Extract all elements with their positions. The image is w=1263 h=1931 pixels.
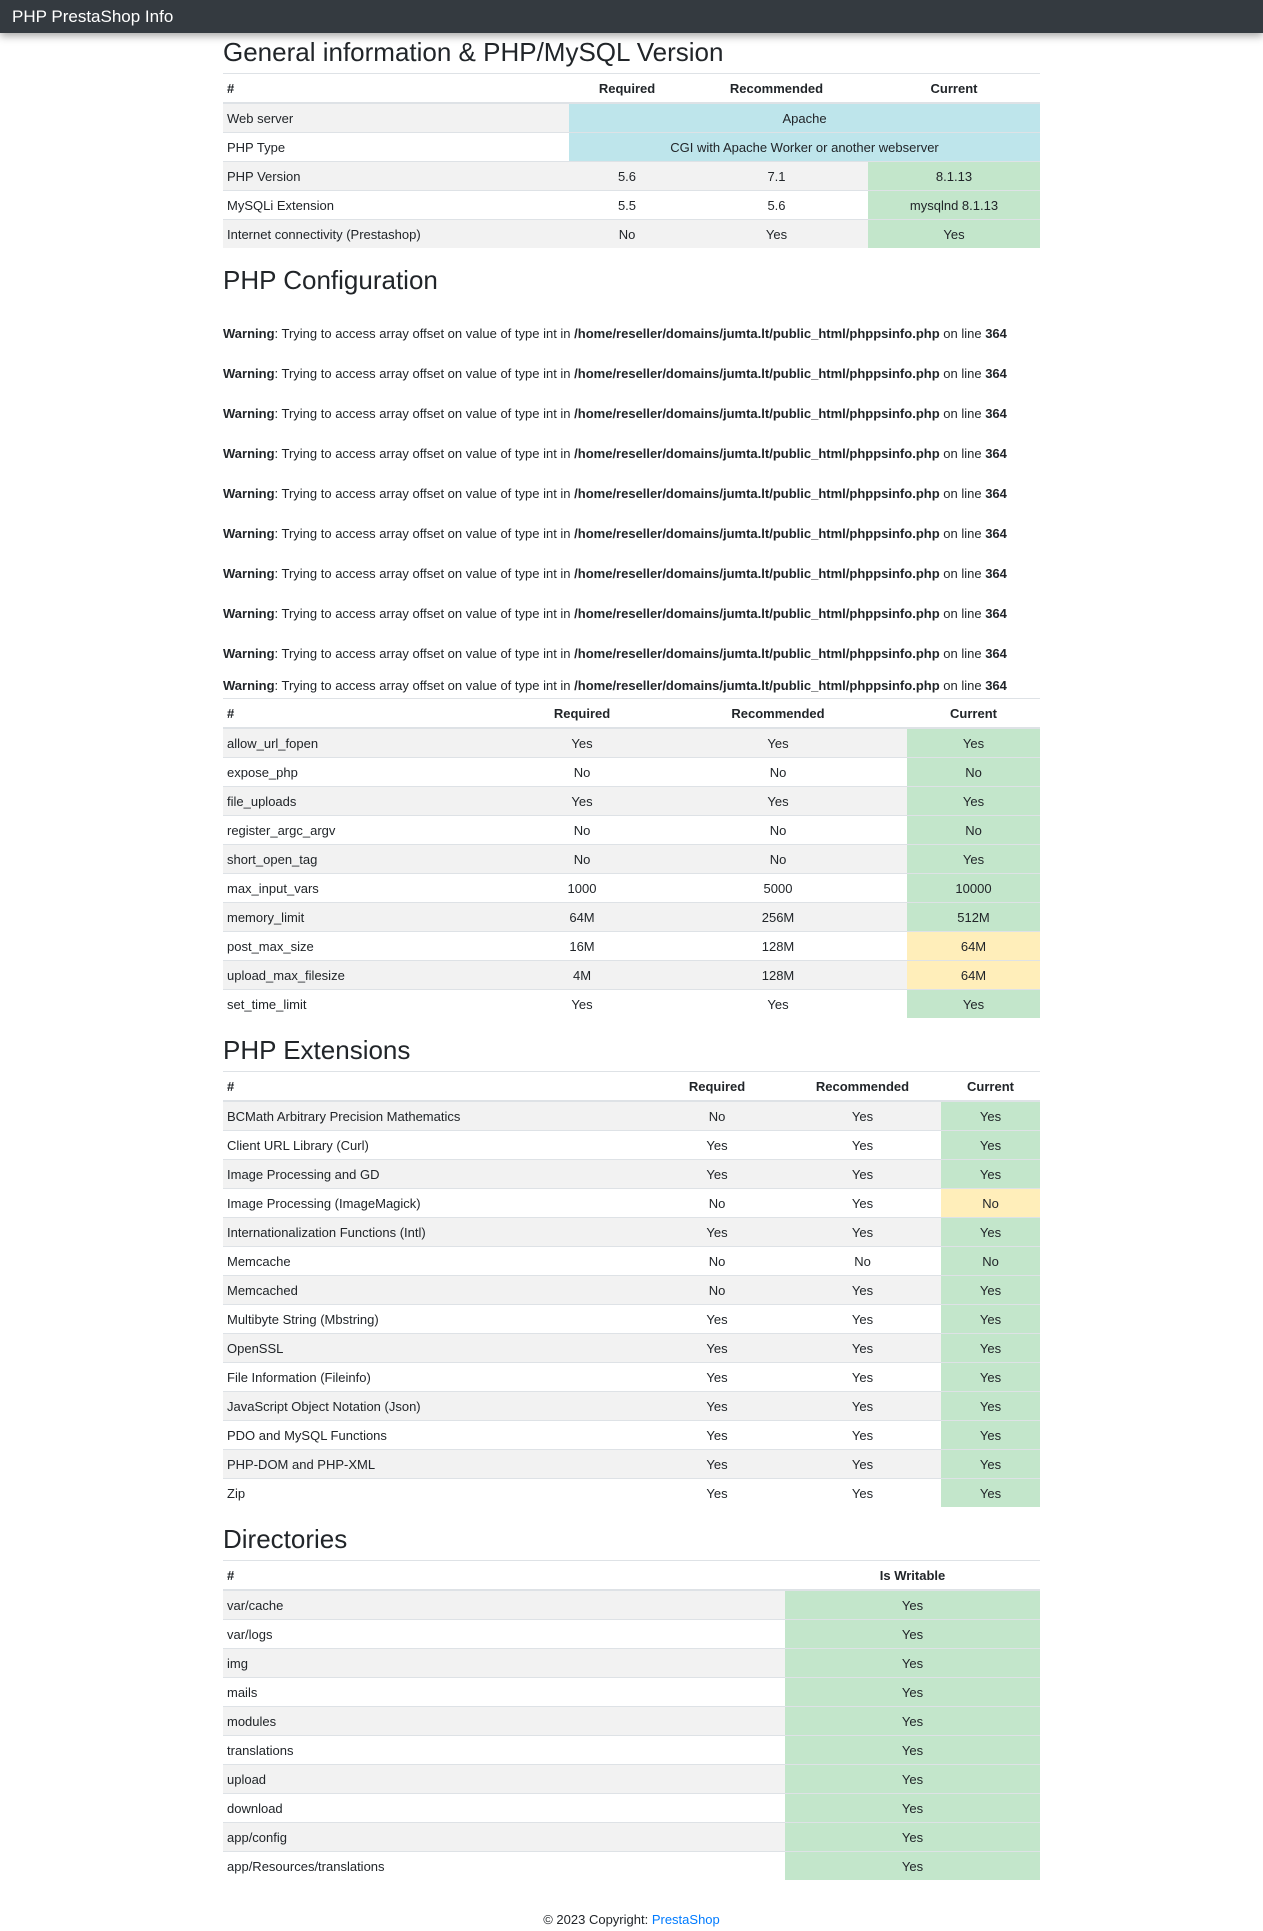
row-name: MySQLi Extension bbox=[223, 191, 569, 220]
row-required: Yes bbox=[650, 1363, 784, 1392]
row-current: Yes bbox=[941, 1392, 1040, 1421]
row-recommended: Yes bbox=[784, 1218, 941, 1247]
table-row bbox=[223, 1189, 1040, 1218]
php-warning-line bbox=[223, 314, 1040, 354]
row-current: No bbox=[907, 758, 1040, 787]
row-required: Yes bbox=[650, 1450, 784, 1479]
row-current: Yes bbox=[941, 1276, 1040, 1305]
php-warning-line bbox=[223, 554, 1040, 594]
row-name: File Information (Fileinfo) bbox=[223, 1363, 650, 1392]
directories-section-title: Directories bbox=[223, 1524, 348, 1554]
warning-on-line: on line bbox=[939, 678, 986, 693]
config-table bbox=[223, 698, 1040, 1018]
table-row bbox=[223, 1131, 1040, 1160]
row-recommended: Yes bbox=[649, 787, 907, 816]
row-required: No bbox=[650, 1247, 784, 1276]
row-recommended: No bbox=[784, 1247, 941, 1276]
main-container bbox=[223, 36, 1040, 1931]
row-recommended: Yes bbox=[784, 1479, 941, 1508]
col-header-current: Current bbox=[907, 699, 1040, 729]
col-header-name: # bbox=[223, 699, 515, 729]
warning-on-line: on line bbox=[939, 606, 986, 621]
col-header-recommended: Recommended bbox=[685, 74, 868, 104]
row-name: modules bbox=[223, 1707, 785, 1736]
warning-label: Warning bbox=[223, 406, 275, 421]
row-name: BCMath Arbitrary Precision Mathematics bbox=[223, 1101, 650, 1131]
table-row bbox=[223, 1678, 1040, 1707]
col-header-required: Required bbox=[650, 1072, 784, 1102]
table-row bbox=[223, 220, 1040, 249]
row-name: Memcached bbox=[223, 1276, 650, 1305]
config-header-row bbox=[223, 699, 1040, 729]
row-current: Yes bbox=[941, 1218, 1040, 1247]
row-name: Image Processing (ImageMagick) bbox=[223, 1189, 650, 1218]
row-recommended: Yes bbox=[784, 1189, 941, 1218]
table-row bbox=[223, 845, 1040, 874]
table-row-php-type bbox=[223, 133, 1040, 162]
row-recommended: No bbox=[649, 758, 907, 787]
row-recommended: Yes bbox=[784, 1421, 941, 1450]
row-required: Yes bbox=[650, 1160, 784, 1189]
row-name: PHP-DOM and PHP-XML bbox=[223, 1450, 650, 1479]
row-current: 64M bbox=[907, 961, 1040, 990]
table-row bbox=[223, 1218, 1040, 1247]
directories-table bbox=[223, 1560, 1040, 1880]
row-recommended: Yes bbox=[784, 1334, 941, 1363]
row-writable: Yes bbox=[785, 1707, 1040, 1736]
col-header-writable: Is Writable bbox=[785, 1561, 1040, 1591]
table-row bbox=[223, 1620, 1040, 1649]
row-name: translations bbox=[223, 1736, 785, 1765]
row-name: PDO and MySQL Functions bbox=[223, 1421, 650, 1450]
row-label: PHP Type bbox=[223, 133, 569, 162]
row-name: mails bbox=[223, 1678, 785, 1707]
row-recommended: No bbox=[649, 816, 907, 845]
row-name: OpenSSL bbox=[223, 1334, 650, 1363]
warning-line-number: 364 bbox=[985, 326, 1007, 341]
warning-message: : Trying to access array offset on value of type int in bbox=[274, 406, 575, 421]
warning-on-line: on line bbox=[939, 486, 986, 501]
row-name: short_open_tag bbox=[223, 845, 515, 874]
row-name: var/logs bbox=[223, 1620, 785, 1649]
row-writable: Yes bbox=[785, 1736, 1040, 1765]
table-row bbox=[223, 990, 1040, 1019]
row-recommended: 5000 bbox=[649, 874, 907, 903]
row-name: Internationalization Functions (Intl) bbox=[223, 1218, 650, 1247]
row-recommended: Yes bbox=[649, 728, 907, 758]
row-current: Yes bbox=[941, 1479, 1040, 1508]
table-row bbox=[223, 1450, 1040, 1479]
web-server-value: Apache bbox=[569, 103, 1040, 133]
warning-message: : Trying to access array offset on value of type int in bbox=[274, 446, 575, 461]
row-recommended: Yes bbox=[784, 1276, 941, 1305]
footer-prestashop-link[interactable]: PrestaShop bbox=[651, 1912, 720, 1927]
row-recommended: Yes bbox=[784, 1392, 941, 1421]
row-required: No bbox=[515, 758, 649, 787]
table-row bbox=[223, 1649, 1040, 1678]
row-writable: Yes bbox=[785, 1823, 1040, 1852]
warning-file-path: /home/reseller/domains/jumta.lt/public_html/phppsinfo.php bbox=[574, 646, 940, 661]
table-row bbox=[223, 1101, 1040, 1131]
row-current: Yes bbox=[941, 1334, 1040, 1363]
php-type-value: CGI with Apache Worker or another webserver bbox=[569, 133, 1040, 162]
row-name: allow_url_fopen bbox=[223, 728, 515, 758]
row-writable: Yes bbox=[785, 1794, 1040, 1823]
warning-line-number: 364 bbox=[985, 486, 1007, 501]
extensions-table bbox=[223, 1071, 1040, 1507]
row-writable: Yes bbox=[785, 1590, 1040, 1620]
row-recommended: 128M bbox=[649, 961, 907, 990]
row-current: Yes bbox=[868, 220, 1040, 249]
warning-message: : Trying to access array offset on value of type int in bbox=[274, 326, 575, 341]
row-writable: Yes bbox=[785, 1678, 1040, 1707]
general-header-row bbox=[223, 74, 1040, 104]
row-required: 64M bbox=[515, 903, 649, 932]
row-required: 5.5 bbox=[569, 191, 685, 220]
php-warning-line bbox=[223, 674, 1040, 698]
warning-line-number: 364 bbox=[985, 566, 1007, 581]
row-recommended: Yes bbox=[649, 990, 907, 1019]
row-name: max_input_vars bbox=[223, 874, 515, 903]
col-header-name: # bbox=[223, 1561, 785, 1591]
row-current: Yes bbox=[941, 1450, 1040, 1479]
warning-label: Warning bbox=[223, 678, 275, 693]
warning-message: : Trying to access array offset on value of type int in bbox=[274, 526, 575, 541]
row-name: set_time_limit bbox=[223, 990, 515, 1019]
row-current: Yes bbox=[941, 1305, 1040, 1334]
table-row bbox=[223, 1794, 1040, 1823]
table-row bbox=[223, 1363, 1040, 1392]
extensions-header-row bbox=[223, 1072, 1040, 1102]
row-required: Yes bbox=[650, 1421, 784, 1450]
row-recommended: 5.6 bbox=[685, 191, 868, 220]
warning-on-line: on line bbox=[939, 406, 986, 421]
warning-label: Warning bbox=[223, 646, 275, 661]
php-warning-line bbox=[223, 394, 1040, 434]
footer-copyright: © 2023 Copyright: bbox=[543, 1912, 652, 1927]
col-header-name: # bbox=[223, 1072, 650, 1102]
row-name: register_argc_argv bbox=[223, 816, 515, 845]
row-recommended: No bbox=[649, 845, 907, 874]
warning-line-number: 364 bbox=[985, 606, 1007, 621]
warning-label: Warning bbox=[223, 526, 275, 541]
warning-on-line: on line bbox=[939, 366, 986, 381]
php-warning-line bbox=[223, 474, 1040, 514]
warning-label: Warning bbox=[223, 326, 275, 341]
row-required: Yes bbox=[650, 1334, 784, 1363]
warning-on-line: on line bbox=[939, 446, 986, 461]
warning-line-number: 364 bbox=[985, 526, 1007, 541]
row-current: 64M bbox=[907, 932, 1040, 961]
row-writable: Yes bbox=[785, 1852, 1040, 1881]
row-current: Yes bbox=[907, 787, 1040, 816]
row-name: JavaScript Object Notation (Json) bbox=[223, 1392, 650, 1421]
table-row bbox=[223, 162, 1040, 191]
row-required: No bbox=[515, 816, 649, 845]
row-required: No bbox=[650, 1189, 784, 1218]
warning-on-line: on line bbox=[939, 526, 986, 541]
table-row bbox=[223, 728, 1040, 758]
row-name: PHP Version bbox=[223, 162, 569, 191]
warning-file-path: /home/reseller/domains/jumta.lt/public_html/phppsinfo.php bbox=[574, 606, 940, 621]
table-row bbox=[223, 1707, 1040, 1736]
warning-file-path: /home/reseller/domains/jumta.lt/public_html/phppsinfo.php bbox=[574, 486, 940, 501]
table-row bbox=[223, 1479, 1040, 1508]
row-required: Yes bbox=[650, 1218, 784, 1247]
warning-label: Warning bbox=[223, 366, 275, 381]
warning-line-number: 364 bbox=[985, 406, 1007, 421]
warning-line-number: 364 bbox=[985, 678, 1007, 693]
navbar bbox=[0, 0, 1263, 33]
row-required: Yes bbox=[515, 787, 649, 816]
row-current: No bbox=[941, 1247, 1040, 1276]
warning-line-number: 364 bbox=[985, 446, 1007, 461]
warning-on-line: on line bbox=[939, 566, 986, 581]
row-required: No bbox=[650, 1276, 784, 1305]
row-name: img bbox=[223, 1649, 785, 1678]
directories-header-row bbox=[223, 1561, 1040, 1591]
general-section-title: General information & PHP/MySQL Version bbox=[223, 37, 724, 67]
row-recommended: Yes bbox=[784, 1450, 941, 1479]
table-row bbox=[223, 816, 1040, 845]
row-recommended: Yes bbox=[784, 1101, 941, 1131]
row-name: var/cache bbox=[223, 1590, 785, 1620]
warning-message: : Trying to access array offset on value of type int in bbox=[274, 606, 575, 621]
warning-message: : Trying to access array offset on value of type int in bbox=[274, 646, 575, 661]
table-row bbox=[223, 1392, 1040, 1421]
warning-label: Warning bbox=[223, 446, 275, 461]
extensions-section-title: PHP Extensions bbox=[223, 1035, 411, 1065]
row-name: upload_max_filesize bbox=[223, 961, 515, 990]
row-name: app/Resources/translations bbox=[223, 1852, 785, 1881]
row-current: Yes bbox=[941, 1160, 1040, 1189]
row-required: 5.6 bbox=[569, 162, 685, 191]
warning-file-path: /home/reseller/domains/jumta.lt/public_html/phppsinfo.php bbox=[574, 406, 940, 421]
warning-on-line: on line bbox=[939, 646, 986, 661]
table-row bbox=[223, 1305, 1040, 1334]
table-row bbox=[223, 1334, 1040, 1363]
row-current: Yes bbox=[907, 990, 1040, 1019]
php-warning-line bbox=[223, 514, 1040, 554]
table-row bbox=[223, 758, 1040, 787]
row-name: Image Processing and GD bbox=[223, 1160, 650, 1189]
warning-message: : Trying to access array offset on value of type int in bbox=[274, 678, 575, 693]
row-name: download bbox=[223, 1794, 785, 1823]
row-current: 512M bbox=[907, 903, 1040, 932]
row-current: 10000 bbox=[907, 874, 1040, 903]
table-row-web-server bbox=[223, 103, 1040, 133]
row-required: Yes bbox=[650, 1479, 784, 1508]
row-writable: Yes bbox=[785, 1620, 1040, 1649]
table-row bbox=[223, 1160, 1040, 1189]
row-current: Yes bbox=[941, 1131, 1040, 1160]
php-warning-line bbox=[223, 354, 1040, 394]
warning-file-path: /home/reseller/domains/jumta.lt/public_html/phppsinfo.php bbox=[574, 446, 940, 461]
row-label: Web server bbox=[223, 103, 569, 133]
table-row bbox=[223, 903, 1040, 932]
warning-message: : Trying to access array offset on value of type int in bbox=[274, 486, 575, 501]
row-current: mysqlnd 8.1.13 bbox=[868, 191, 1040, 220]
warning-file-path: /home/reseller/domains/jumta.lt/public_html/phppsinfo.php bbox=[574, 366, 940, 381]
row-name: app/config bbox=[223, 1823, 785, 1852]
col-header-name: # bbox=[223, 74, 569, 104]
warning-label: Warning bbox=[223, 566, 275, 581]
row-current: Yes bbox=[907, 728, 1040, 758]
table-row bbox=[223, 1247, 1040, 1276]
col-header-recommended: Recommended bbox=[784, 1072, 941, 1102]
row-required: 4M bbox=[515, 961, 649, 990]
config-section-title: PHP Configuration bbox=[223, 265, 438, 295]
php-warning-line bbox=[223, 434, 1040, 474]
row-name: Client URL Library (Curl) bbox=[223, 1131, 650, 1160]
table-row bbox=[223, 1852, 1040, 1881]
row-recommended: Yes bbox=[784, 1160, 941, 1189]
php-warning-line bbox=[223, 634, 1040, 674]
row-recommended: Yes bbox=[784, 1131, 941, 1160]
general-table bbox=[223, 73, 1040, 248]
row-required: 16M bbox=[515, 932, 649, 961]
warning-line-number: 364 bbox=[985, 646, 1007, 661]
table-row bbox=[223, 932, 1040, 961]
row-name: Multibyte String (Mbstring) bbox=[223, 1305, 650, 1334]
col-header-required: Required bbox=[569, 74, 685, 104]
warning-message: : Trying to access array offset on value of type int in bbox=[274, 366, 575, 381]
row-name: expose_php bbox=[223, 758, 515, 787]
table-row bbox=[223, 1590, 1040, 1620]
col-header-required: Required bbox=[515, 699, 649, 729]
warning-file-path: /home/reseller/domains/jumta.lt/public_html/phppsinfo.php bbox=[574, 566, 940, 581]
warning-file-path: /home/reseller/domains/jumta.lt/public_html/phppsinfo.php bbox=[574, 526, 940, 541]
table-row bbox=[223, 191, 1040, 220]
warning-line-number: 364 bbox=[985, 366, 1007, 381]
row-name: Zip bbox=[223, 1479, 650, 1508]
table-row bbox=[223, 787, 1040, 816]
php-warning-line bbox=[223, 594, 1040, 634]
row-recommended: 7.1 bbox=[685, 162, 868, 191]
table-row bbox=[223, 1736, 1040, 1765]
warning-list bbox=[223, 314, 1040, 698]
table-row bbox=[223, 1421, 1040, 1450]
row-name: Internet connectivity (Prestashop) bbox=[223, 220, 569, 249]
footer bbox=[223, 1909, 1040, 1931]
row-writable: Yes bbox=[785, 1765, 1040, 1794]
col-header-current: Current bbox=[941, 1072, 1040, 1102]
row-writable: Yes bbox=[785, 1649, 1040, 1678]
row-recommended: Yes bbox=[784, 1305, 941, 1334]
row-name: memory_limit bbox=[223, 903, 515, 932]
row-required: 1000 bbox=[515, 874, 649, 903]
warning-file-path: /home/reseller/domains/jumta.lt/public_html/phppsinfo.php bbox=[574, 326, 940, 341]
row-name: post_max_size bbox=[223, 932, 515, 961]
warning-on-line: on line bbox=[939, 326, 986, 341]
row-name: file_uploads bbox=[223, 787, 515, 816]
row-current: No bbox=[941, 1189, 1040, 1218]
row-current: Yes bbox=[907, 845, 1040, 874]
row-required: Yes bbox=[650, 1305, 784, 1334]
row-current: Yes bbox=[941, 1421, 1040, 1450]
warning-message: : Trying to access array offset on value of type int in bbox=[274, 566, 575, 581]
table-row bbox=[223, 1276, 1040, 1305]
row-recommended: 128M bbox=[649, 932, 907, 961]
table-row bbox=[223, 1823, 1040, 1852]
row-required: Yes bbox=[650, 1392, 784, 1421]
table-row bbox=[223, 874, 1040, 903]
row-name: upload bbox=[223, 1765, 785, 1794]
row-current: Yes bbox=[941, 1363, 1040, 1392]
row-current: No bbox=[907, 816, 1040, 845]
row-required: Yes bbox=[650, 1131, 784, 1160]
table-row bbox=[223, 961, 1040, 990]
row-current: 8.1.13 bbox=[868, 162, 1040, 191]
row-required: Yes bbox=[515, 990, 649, 1019]
col-header-recommended: Recommended bbox=[649, 699, 907, 729]
row-name: Memcache bbox=[223, 1247, 650, 1276]
navbar-brand[interactable]: PHP PrestaShop Info bbox=[12, 6, 174, 26]
row-recommended: Yes bbox=[784, 1363, 941, 1392]
row-required: No bbox=[650, 1101, 784, 1131]
warning-label: Warning bbox=[223, 486, 275, 501]
row-recommended: Yes bbox=[685, 220, 868, 249]
col-header-current: Current bbox=[868, 74, 1040, 104]
table-row bbox=[223, 1765, 1040, 1794]
row-recommended: 256M bbox=[649, 903, 907, 932]
row-current: Yes bbox=[941, 1101, 1040, 1131]
row-required: Yes bbox=[515, 728, 649, 758]
row-required: No bbox=[515, 845, 649, 874]
warning-file-path: /home/reseller/domains/jumta.lt/public_html/phppsinfo.php bbox=[574, 678, 940, 693]
row-required: No bbox=[569, 220, 685, 249]
warning-label: Warning bbox=[223, 606, 275, 621]
